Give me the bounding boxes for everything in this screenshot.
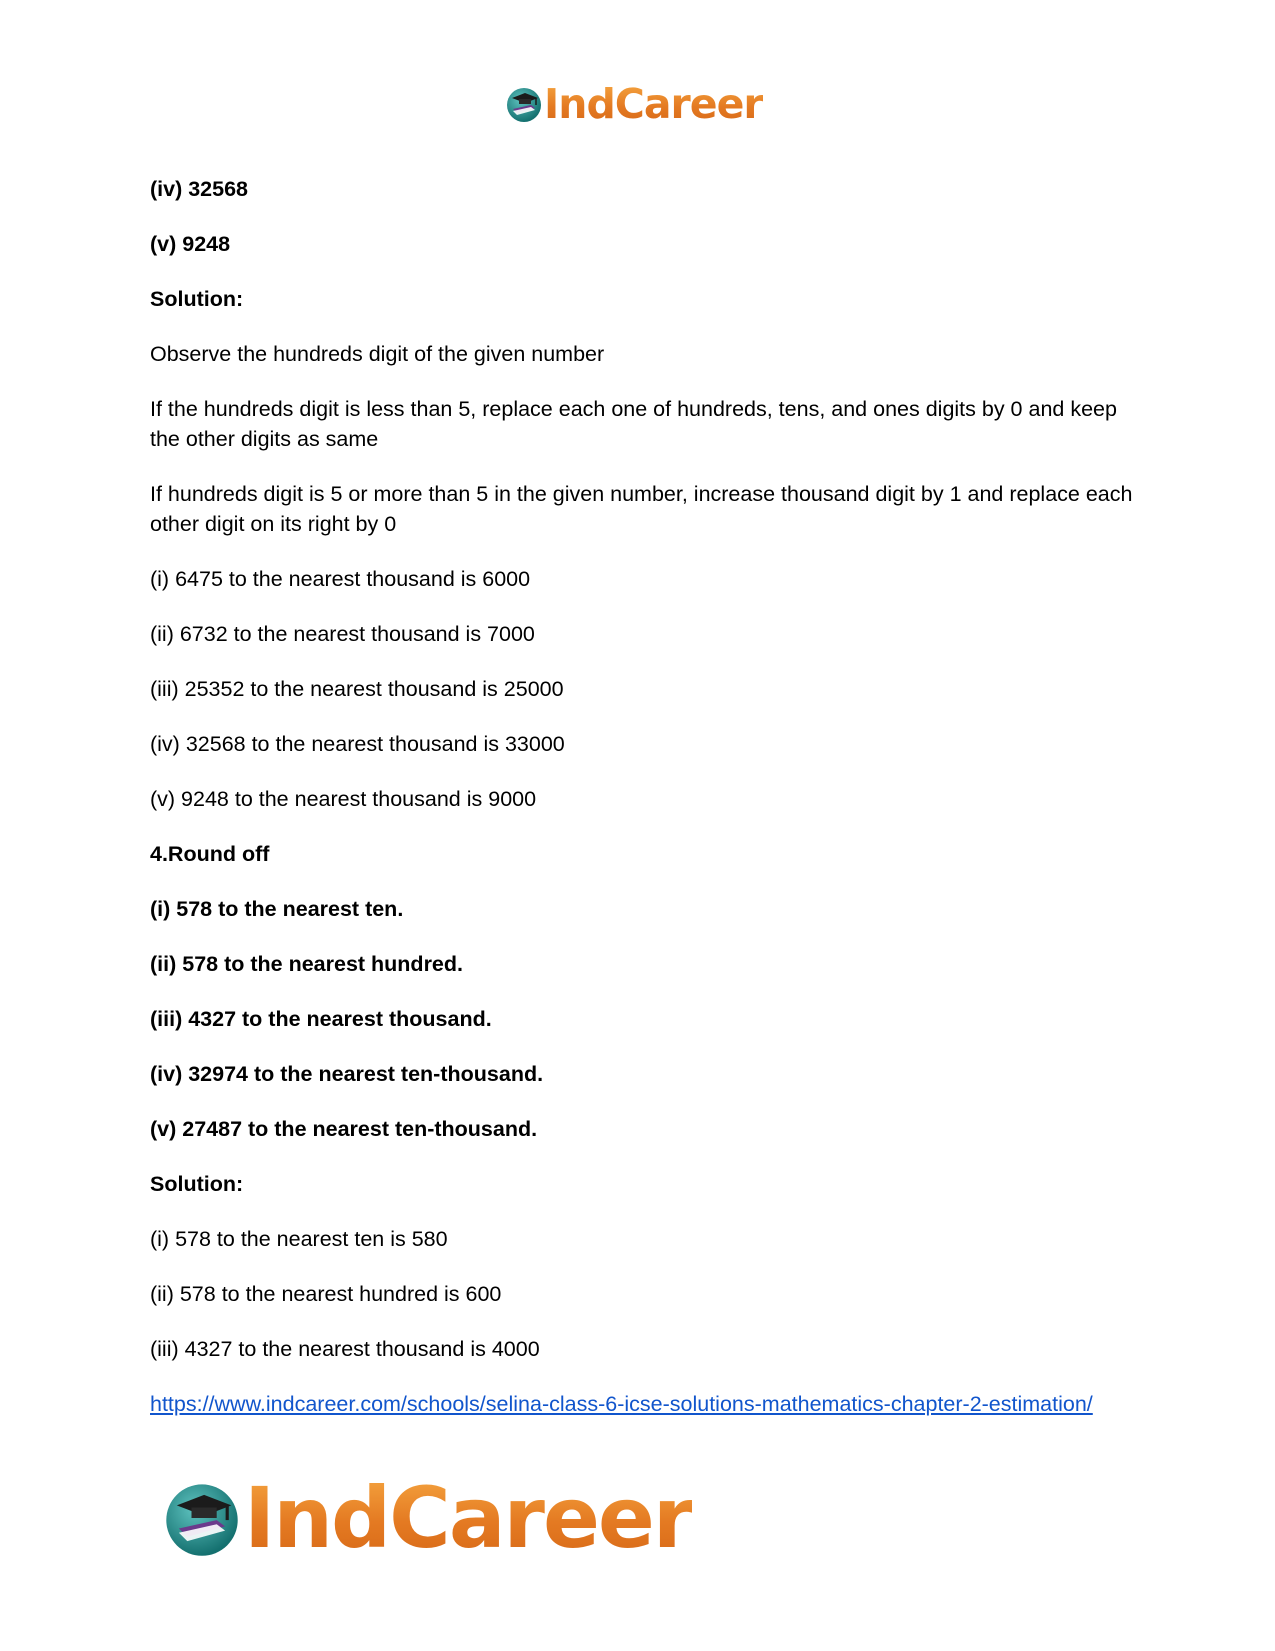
logo-wordmark: IndCareer [244, 1469, 693, 1567]
answer-line: (v) 9248 to the nearest thousand is 9000 [150, 787, 537, 811]
question-line: Solution: [150, 1172, 244, 1196]
answer-line: (ii) 6732 to the nearest thousand is 7000 [150, 622, 535, 646]
answer-line: (iii) 25352 to the nearest thousand is 25000 [150, 677, 564, 701]
question-line: (v) 9248 [150, 232, 231, 256]
question-line: (iii) 4327 to the nearest thousand. [150, 1007, 492, 1031]
question-line: (iv) 32974 to the nearest ten-thousand. [150, 1062, 544, 1086]
answer-line: If hundreds digit is 5 or more than 5 in the given number, increase thousand digit by 1 and replace each other digit on its right by 0 [150, 482, 1133, 536]
answer-line: If the hundreds digit is less than 5, replace each one of hundreds, tens, and ones digits by 0 and keep the other digits as same [150, 397, 1117, 451]
answer-line: (iii) 4327 to the nearest thousand is 4000 [150, 1337, 540, 1361]
question-line: (i) 578 to the nearest ten. [150, 897, 404, 921]
question-line: Solution: [150, 287, 244, 311]
answer-line: (ii) 578 to the nearest hundred is 600 [150, 1282, 502, 1306]
question-line: 4.Round off [150, 842, 270, 866]
logo-wordmark: IndCareer [544, 79, 763, 128]
answer-line: (i) 6475 to the nearest thousand is 6000 [150, 567, 531, 591]
answer-line: (iv) 32568 to the nearest thousand is 33000 [150, 732, 565, 756]
graduation-cap-book-icon [504, 84, 544, 124]
question-line: (v) 27487 to the nearest ten-thousand. [150, 1117, 538, 1141]
source-link-line [150, 1389, 1140, 1419]
document-body [150, 174, 1140, 1444]
graduation-cap-book-icon [160, 1476, 244, 1560]
answer-line: Observe the hundreds digit of the given number [150, 342, 605, 366]
source-link[interactable]: https://www.indcareer.com/schools/selina-class-6-icse-solutions-mathematics-chapter-2-estimation/ [150, 1392, 1093, 1416]
answer-line: (i) 578 to the nearest ten is 580 [150, 1227, 448, 1251]
header-logo [504, 80, 763, 128]
question-line: (iv) 32568 [150, 177, 249, 201]
footer-logo [160, 1470, 692, 1566]
question-line: (ii) 578 to the nearest hundred. [150, 952, 463, 976]
